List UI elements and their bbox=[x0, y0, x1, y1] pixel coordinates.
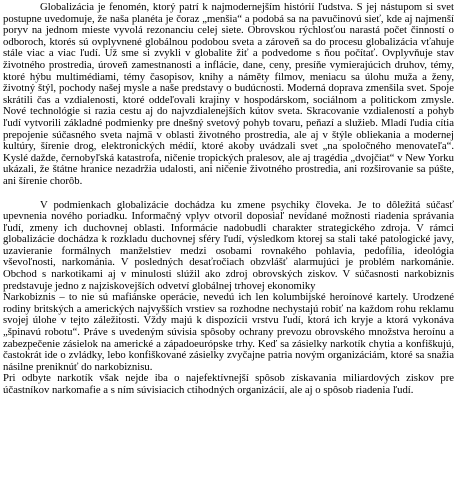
paragraph-psychology-change: V podmienkach globalizácie dochádza ku zmene psychiky človeka. Je to dôležitá súčasť upevnenia nového poriadku. Informačný vplyv otvoril doposiaľ nevídané možnosti riadenia správania ľudí, zmeny ich duchovnej oblasti. Informácie nadobudli charakter strategického zdroja. V rámci globalizácie dochádza k rozkladu duchovnej sféry ľudí, výsledkom ktorej sa stali také patologické javy, uzavieranie formálnych manželstiev medzi osobami rovnakého pohlavia, pedofília, ideológia vševoľnosti, narkománia. V posledných desaťročiach obzvlášť alarmujúci je problém narkománie. Obchod s narkotikami aj v minulosti slúžil ako zdroj obrovských ziskov. V súčasnosti narkobiznis predstavuje jedno z najziskovejších odvetví globálnej trhovej ekonomiky bbox=[3, 198, 454, 292]
paragraph-narcobusiness: Narkobiznis – to nie sú mafiánske operácie, nevedú ich len kolumbijské heroínové kartely. Urodzené rodiny britských a amerických najvyšších vrstiev sa rozhodne nechystajú robiť na každom rohu reklamu svojej úlohe v tejto záležitosti. Vždy majú k dispozícii vrstvu ľudí, ktorá ich kryje a ktorá vykonáva „špinavú robotu“. Práve s uvedeným súvisia spôsoby ochrany prevozu obrovského množstva heroínu a zabezpečenie zásielok na americké a západoeurópske trhy. Keď sa zásielky narkotík chytia a konfiškujú, častokrát ide o zvládky, lebo konfiškované zásielky zvyčajne patria novým organizáciám, ktoré sa snažia násilne preniknúť do narkobiznisu. bbox=[3, 291, 454, 373]
paragraph-globalization-intro: Globalizácia je fenomén, ktorý patrí k najmodernejším histórií ľudstva. S jej nástupom si svet postupne uvedomuje, že naša planéta je čoraz „menšia“ a podobá sa na pavučinovú sieť, kde aj najmenší poryv na jednom mieste vyvolá rezonanciu celej siete. Obrovskou rýchlosťou narastá počet činností o odboroch, ktorés sú ovplyvnené globálnou podobou sveta a zároveň sa do procesu globalizácia vťahuje stále viac a viac ľudí. Už sme si zvykli v globalite žiť a podvedome s ňou počítať. Ovplyvňuje stav životného prostredia, úroveň zamestnanosti a inflácie, dane, ceny, presíňe vymierajúcich druhov, témy, ktoré hýbu multimédiami, témy časopisov, knihy a náměty filmov, meniacu sa úlohu muža a ženy, životný štýl, pochody našej mysle a naše predstavy o budúcnosti. Moderná doprava zmenšila svet. Spoje skrátili čas a vzdialenosti, ktoré oddeľovali krajiny v hospodárskom, sociálnom a politickom zmysle. Nové technológie si razia cestu aj do najvzdialenejších kútov sveta. Skracovanie vzdialeností a pohyb ľudí vytvorili základné podmienky pre dnešný svetový pohyb tovaru, peňazí a služieb. Mladí ľudia cítia prepojenie súčasného sveta najmä v oblasti životného prostredia, ale aj v štýle obliekania a modernej kultúry, šírenie drog, elektronických médií, ktoré akoby uvádzali svet „na spoločného menovateľa“. Kyslé dažde, černobyľská katastrofa, ničenie tropických pralesov, ale aj tragédia „dvojčiat“ v New Yorku ukázali, že štátne hranice nezadržia udalosti, ani ničenie životného prostredia, ani rozširovanie sa púšte, ani šírenie chorôb. bbox=[3, 1, 454, 187]
paragraph-gap bbox=[3, 188, 454, 200]
paragraph-narcotics-distribution: Pri odbyte narkotík však nejde iba o najefektívnejší spôsob získavania miliardových ziskov pre účastníkov narkomafie a s ním súvisiacich ctihodných organizácií, ale aj o spôsob riadenia ľudí. bbox=[3, 372, 454, 396]
document-page bbox=[3, 2, 454, 495]
